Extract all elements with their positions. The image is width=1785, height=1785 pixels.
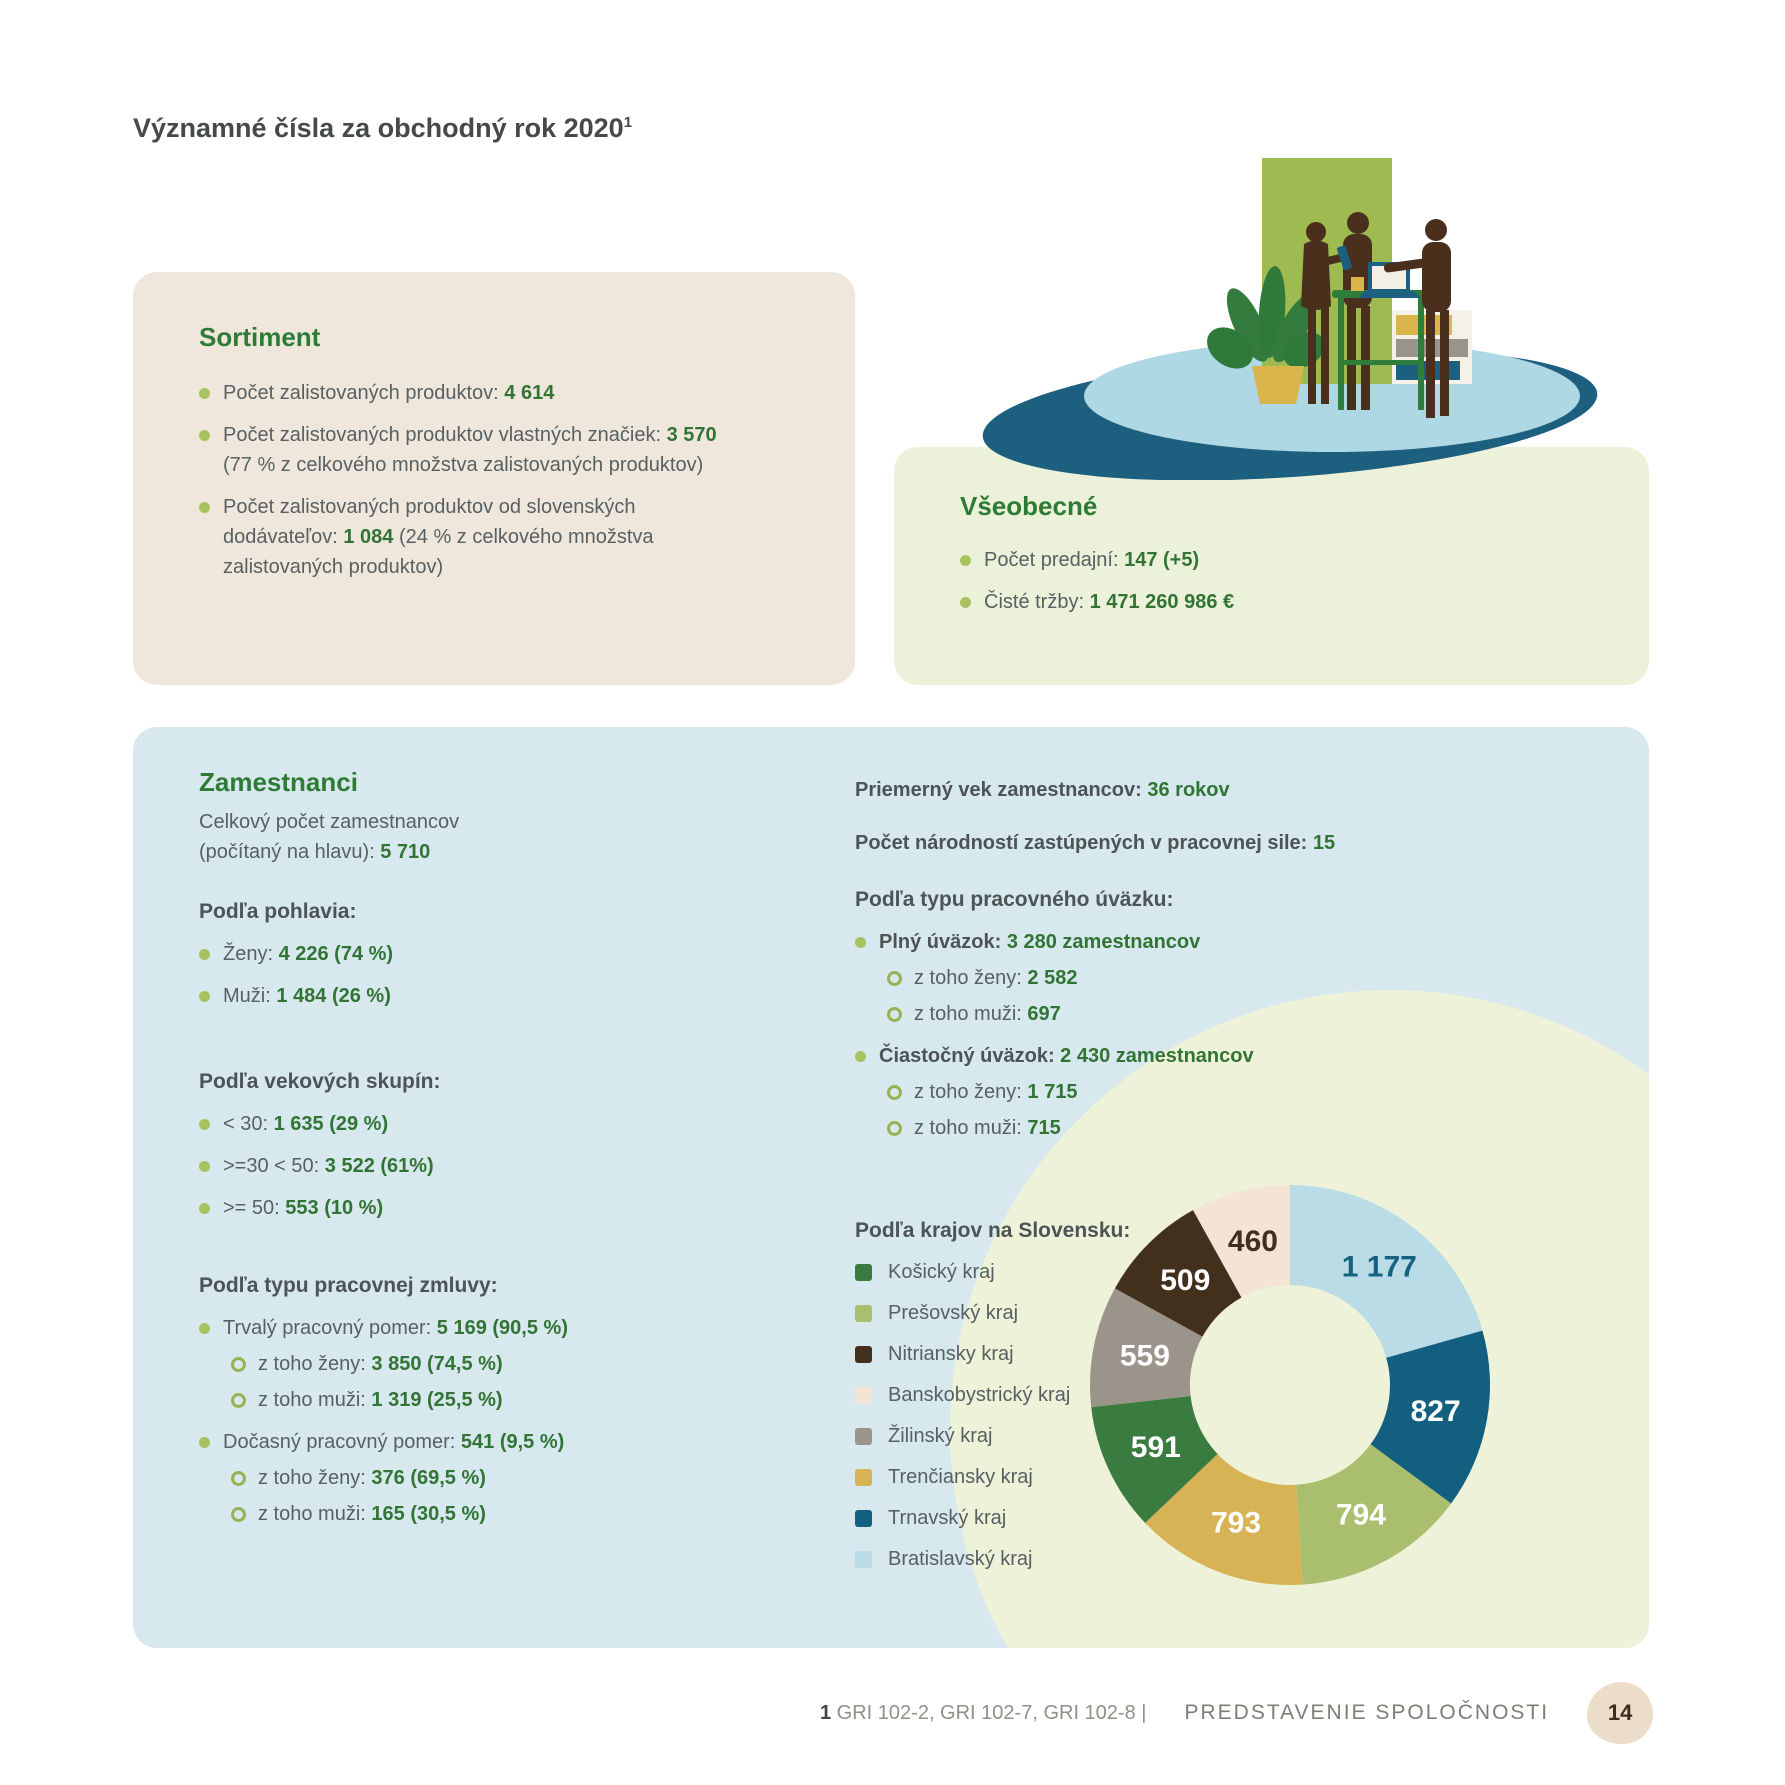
bullet-item — [960, 545, 1600, 575]
text-segment: Celkový počet zamestnancov — [199, 811, 460, 833]
bullet-item — [855, 1041, 1465, 1071]
text-segment: 4 226 (74 %) — [278, 943, 394, 965]
text-line — [223, 450, 717, 480]
sortiment-box — [133, 272, 855, 685]
text-segment: 1 319 (25,5 %) — [371, 1389, 503, 1411]
uvazok-bullet-list — [855, 927, 1465, 1143]
sub-bullet-item — [231, 1463, 744, 1493]
sub-bullet-item — [231, 1499, 744, 1529]
text-segment: (77 % z celkového množstva zalistovaných produktov) — [223, 454, 704, 476]
bullet-item — [199, 1313, 744, 1343]
bullet-item — [855, 927, 1465, 957]
sub-bullet-item — [887, 1113, 1465, 1143]
text-segment: 1 635 (29 %) — [273, 1113, 389, 1135]
text-line — [258, 1499, 486, 1529]
donut-value-label: 591 — [1130, 1430, 1181, 1464]
vseobecne-box — [894, 447, 1649, 685]
vseobecne-bullet-list — [960, 545, 1600, 617]
text-segment: 715 — [1027, 1117, 1061, 1139]
text-segment: z toho ženy: — [258, 1467, 372, 1489]
text-segment: 697 — [1027, 1003, 1061, 1025]
vseobecne-heading: Všeobecné — [960, 491, 1098, 521]
sub-bullet-item — [231, 1349, 744, 1379]
text-segment: Dočasný pracovný pomer: — [223, 1431, 461, 1453]
bullet-item — [199, 378, 809, 408]
page-number-badge — [1587, 1682, 1653, 1744]
text-segment: Čiastočný úväzok: — [879, 1045, 1061, 1067]
section-heading: Podľa typu pracovného úväzku: — [855, 888, 1174, 911]
text-segment: 147 (+5) — [1124, 549, 1200, 571]
text-segment: 3 570 — [666, 424, 717, 446]
text-segment: >= 50: — [223, 1197, 286, 1219]
text-line — [258, 1349, 503, 1379]
legend-label: Prešovský kraj — [888, 1302, 1019, 1324]
bullet-ring-icon — [887, 1085, 902, 1100]
legend-swatch — [855, 1305, 872, 1322]
bullet-ring-icon — [887, 1121, 902, 1136]
text-line — [223, 1151, 434, 1181]
text-segment: Plný úväzok: — [879, 931, 1007, 953]
vek-bullet-list — [199, 1109, 744, 1223]
text-line — [223, 1193, 383, 1223]
text-segment: 4 614 — [504, 382, 555, 404]
text-line — [223, 552, 654, 582]
coffee-mug — [1351, 277, 1364, 291]
text-line — [223, 522, 654, 552]
legend-swatch — [855, 1346, 872, 1363]
section-heading: Podľa typu pracovnej zmluvy: — [199, 1274, 498, 1297]
text-line — [914, 1077, 1077, 1107]
bullet-dot-icon — [199, 388, 210, 399]
bullet-item — [199, 939, 744, 969]
text-segment: 2 430 zamestnancov — [1060, 1045, 1254, 1067]
zamestnanci-heading: Zamestnanci — [199, 767, 358, 797]
bullet-item — [960, 587, 1600, 617]
sub-bullet-item — [887, 1077, 1465, 1107]
legend-swatch — [855, 1551, 872, 1568]
legend-swatch — [855, 1387, 872, 1404]
text-segment: Počet zalistovaných produktov: — [223, 382, 505, 404]
text-segment: (24 % z celkového množstva — [393, 526, 654, 548]
text-segment: 1 471 260 986 € — [1089, 591, 1235, 613]
text-line — [223, 939, 393, 969]
sortiment-bullet-list — [199, 378, 809, 582]
donut-value-label: 460 — [1227, 1225, 1278, 1259]
text-segment: Čisté tržby: — [984, 591, 1090, 613]
bullet-dot-icon — [855, 1051, 866, 1062]
bullet-item — [199, 492, 809, 582]
section-zmluva — [199, 1271, 744, 1529]
donut-value-label: 1 177 — [1341, 1250, 1417, 1284]
text-segment: z toho muži: — [914, 1117, 1028, 1139]
donut-chart — [1070, 1165, 1510, 1605]
donut-value-label: 509 — [1160, 1263, 1211, 1297]
total-employees-text — [199, 807, 539, 867]
sub-bullet-item — [887, 963, 1465, 993]
text-line — [223, 981, 391, 1011]
donut-value-label: 794 — [1335, 1498, 1386, 1532]
text-segment: z toho ženy: — [258, 1353, 372, 1375]
bullet-item — [199, 1151, 744, 1181]
footer-gri-note — [820, 1698, 1146, 1728]
text-segment: 553 (10 %) — [285, 1197, 384, 1219]
text-line — [223, 1313, 568, 1343]
bullet-dot-icon — [199, 949, 210, 960]
page-footer — [820, 1682, 1653, 1744]
text-line — [223, 1427, 564, 1457]
page-number: 14 — [1607, 1700, 1633, 1725]
text-segment: zalistovaných produktov) — [223, 556, 444, 578]
sub-bullet-item — [887, 999, 1465, 1029]
bullet-dot-icon — [199, 1323, 210, 1334]
text-segment: 165 (30,5 %) — [371, 1503, 486, 1525]
plant-pot — [1252, 366, 1304, 404]
text-segment: 5 710 — [380, 841, 431, 863]
bullet-dot-icon — [960, 597, 971, 608]
text-segment: 5 169 (90,5 %) — [436, 1317, 568, 1339]
text-line — [914, 963, 1077, 993]
text-segment: 1 715 — [1027, 1081, 1078, 1103]
footnote-marker: 1 — [623, 114, 633, 131]
gri-codes: GRI 102-2, GRI 102-7, GRI 102-8 | — [831, 1702, 1147, 1724]
bullet-dot-icon — [199, 430, 210, 441]
text-segment: 15 — [1312, 832, 1336, 854]
sub-bullet-item — [231, 1385, 744, 1415]
text-line — [258, 1463, 486, 1493]
bullet-item — [199, 1427, 744, 1457]
text-segment: Muži: — [223, 985, 277, 1007]
bullet-ring-icon — [231, 1357, 246, 1372]
text-line — [914, 999, 1061, 1029]
footer-section-label: PREDSTAVENIE SPOLOČNOSTI — [1184, 1701, 1550, 1724]
text-segment: 3 850 (74,5 %) — [371, 1353, 503, 1375]
text-segment: 36 rokov — [1147, 779, 1230, 801]
bullet-dot-icon — [199, 991, 210, 1002]
text-line — [855, 828, 1465, 858]
section-heading: Podľa vekových skupín: — [199, 1070, 441, 1093]
text-segment: 541 (9,5 %) — [460, 1431, 565, 1453]
text-line — [223, 420, 717, 450]
text-segment: 1 484 (26 %) — [276, 985, 391, 1007]
legend-swatch — [855, 1264, 872, 1281]
footnote-number: 1 — [820, 1702, 832, 1724]
legend-swatch — [855, 1469, 872, 1486]
text-segment: 1 084 — [343, 526, 394, 548]
bullet-dot-icon — [199, 1437, 210, 1448]
donut-value-label: 793 — [1210, 1506, 1262, 1540]
text-segment: z toho muži: — [914, 1003, 1028, 1025]
bullet-ring-icon — [231, 1471, 246, 1486]
legend-swatch — [855, 1510, 872, 1527]
legend-label: Nitriansky kraj — [888, 1343, 1014, 1365]
page-title-text: Významné čísla za obchodný rok 2020 — [133, 113, 624, 143]
text-segment: z toho ženy: — [914, 967, 1028, 989]
bullet-item — [199, 1109, 744, 1139]
text-line — [258, 1385, 503, 1415]
bullet-ring-icon — [231, 1393, 246, 1408]
bullet-dot-icon — [855, 937, 866, 948]
legend-label: Bratislavský kraj — [888, 1548, 1033, 1570]
text-line — [199, 807, 539, 837]
text-line — [223, 492, 654, 522]
legend-label: Banskobystrický kraj — [888, 1384, 1071, 1406]
legend-label: Žilinský kraj — [888, 1425, 993, 1447]
text-segment: < 30: — [223, 1113, 274, 1135]
donut-value-label: 559 — [1119, 1339, 1170, 1373]
text-segment: (počítaný na hlavu): — [199, 841, 381, 863]
bullet-item — [199, 420, 809, 480]
text-line — [223, 1109, 388, 1139]
text-line — [855, 775, 1465, 805]
text-segment: z toho muži: — [258, 1389, 372, 1411]
legend-swatch — [855, 1428, 872, 1445]
text-segment: Priemerný vek zamestnancov: — [855, 779, 1148, 801]
bullet-ring-icon — [231, 1507, 246, 1522]
text-segment: Počet predajní: — [984, 549, 1125, 571]
text-segment: dodávateľov: — [223, 526, 344, 548]
text-segment: Trvalý pracovný pomer: — [223, 1317, 437, 1339]
bullet-item — [199, 1193, 744, 1223]
text-segment: 2 582 — [1027, 967, 1078, 989]
text-segment: Počet národností zastúpených v pracovnej sile: — [855, 832, 1313, 854]
zamestnanci-left-column — [199, 765, 744, 1529]
pohlavie-bullet-list — [199, 939, 744, 1011]
average-age-line — [855, 775, 1465, 805]
section-pohlavie — [199, 897, 744, 1011]
bullet-ring-icon — [887, 1007, 902, 1022]
zmluva-bullet-list — [199, 1313, 744, 1529]
text-segment: z toho ženy: — [914, 1081, 1028, 1103]
bullet-dot-icon — [199, 1203, 210, 1214]
text-line — [199, 837, 539, 867]
text-segment: 3 280 zamestnancov — [1006, 931, 1201, 953]
bullet-ring-icon — [887, 971, 902, 986]
text-line — [984, 587, 1234, 617]
zamestnanci-box — [133, 727, 1649, 1648]
text-line — [879, 1041, 1254, 1071]
nationalities-line — [855, 828, 1465, 858]
text-line — [223, 378, 554, 408]
donut-value-label: 827 — [1410, 1394, 1461, 1428]
sortiment-heading: Sortiment — [199, 322, 321, 352]
text-segment: Počet zalistovaných produktov od slovenských — [223, 496, 636, 518]
text-line — [984, 545, 1199, 575]
text-segment: >=30 < 50: — [223, 1155, 325, 1177]
office-illustration — [980, 120, 1600, 480]
text-segment: z toho muži: — [258, 1503, 372, 1525]
bullet-item — [199, 981, 744, 1011]
section-vek — [199, 1067, 744, 1223]
text-segment: 376 (69,5 %) — [371, 1467, 486, 1489]
legend-label: Košický kraj — [888, 1261, 995, 1283]
bullet-dot-icon — [199, 1161, 210, 1172]
text-line — [914, 1113, 1061, 1143]
bullet-dot-icon — [960, 555, 971, 566]
legend-label: Trenčiansky kraj — [888, 1466, 1033, 1488]
chart-title: Podľa krajov na Slovensku: — [855, 1219, 1131, 1242]
text-segment: Počet zalistovaných produktov vlastných značiek: — [223, 424, 667, 446]
page-title — [133, 106, 632, 145]
text-line — [879, 927, 1200, 957]
legend-label: Trnavský kraj — [888, 1507, 1007, 1529]
text-segment: 3 522 (61%) — [324, 1155, 434, 1177]
section-heading: Podľa pohlavia: — [199, 900, 357, 923]
bullet-dot-icon — [199, 1119, 210, 1130]
bullet-dot-icon — [199, 502, 210, 513]
text-segment: Ženy: — [223, 943, 279, 965]
